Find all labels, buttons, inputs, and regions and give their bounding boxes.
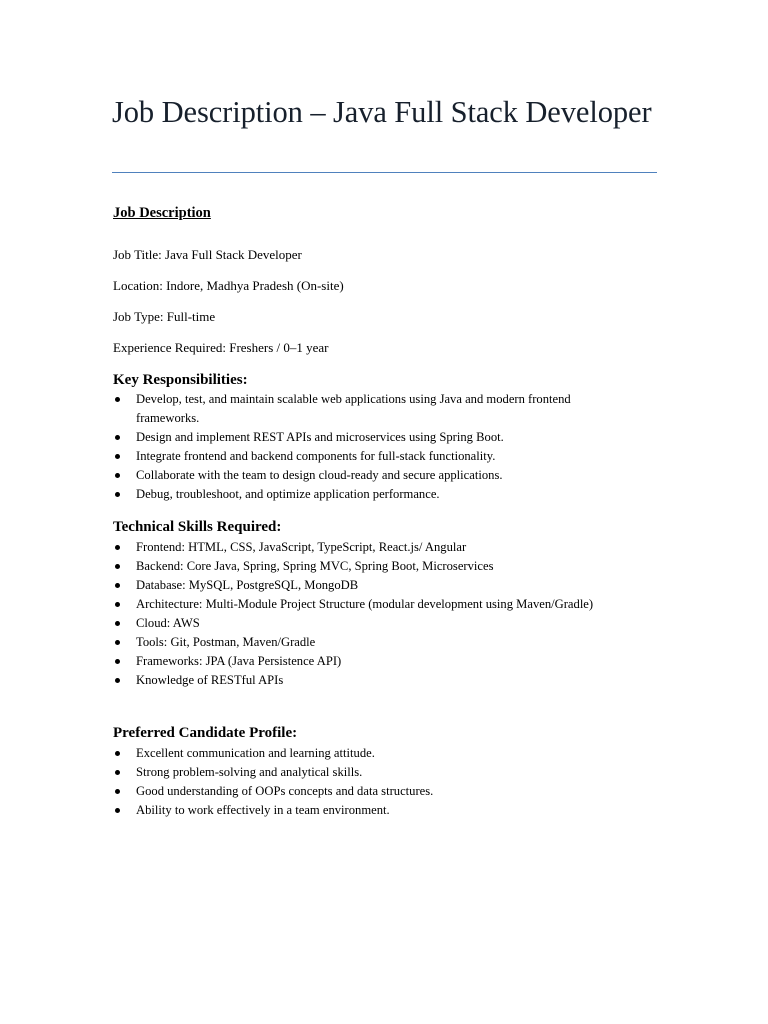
list-item-text: Knowledge of RESTful APIs	[136, 673, 284, 687]
title-divider	[112, 172, 657, 173]
heading-technical-skills: Technical Skills Required:	[113, 519, 282, 535]
list-item-text: Integrate frontend and backend components for full-stack functionality.	[136, 449, 496, 463]
list-item-text: Design and implement REST APIs and microservices using Spring Boot.	[136, 430, 504, 444]
bullet-icon	[115, 397, 120, 402]
bullet-icon	[115, 770, 120, 775]
responsibilities-list	[113, 390, 633, 504]
bullet-icon	[115, 583, 120, 588]
profile-list	[113, 744, 633, 820]
list-item-text: Good understanding of OOPs concepts and data structures.	[136, 784, 434, 798]
heading-key-responsibilities: Key Responsibilities:	[113, 372, 248, 388]
field-location: Location: Indore, Madhya Pradesh (On-site)	[113, 278, 344, 293]
list-item	[113, 744, 633, 763]
list-item	[113, 466, 633, 485]
list-item-text: Database: MySQL, PostgreSQL, MongoDB	[136, 578, 359, 592]
bullet-icon	[115, 659, 120, 664]
list-item-text: Frameworks: JPA (Java Persistence API)	[136, 654, 342, 668]
field-job-title: Job Title: Java Full Stack Developer	[113, 247, 302, 262]
list-item-text: Strong problem-solving and analytical skills.	[136, 765, 363, 779]
document-title: Job Description – Java Full Stack Developer	[112, 95, 652, 129]
list-item-text: Develop, test, and maintain scalable web applications using Java and modern frontend frameworks.	[136, 392, 571, 425]
list-item-text: Cloud: AWS	[136, 616, 200, 630]
bullet-icon	[115, 751, 120, 756]
list-item	[113, 576, 633, 595]
list-item	[113, 652, 633, 671]
bullet-icon	[115, 602, 120, 607]
field-experience: Experience Required: Freshers / 0–1 year	[113, 340, 329, 355]
bullet-icon	[115, 678, 120, 683]
list-item-text: Debug, troubleshoot, and optimize application performance.	[136, 487, 440, 501]
list-item	[113, 595, 633, 614]
list-item	[113, 671, 633, 690]
list-item	[113, 390, 633, 428]
bullet-icon	[115, 492, 120, 497]
bullet-icon	[115, 789, 120, 794]
bullet-icon	[115, 621, 120, 626]
list-item	[113, 633, 633, 652]
bullet-icon	[115, 564, 120, 569]
bullet-icon	[115, 640, 120, 645]
bullet-icon	[115, 808, 120, 813]
list-item	[113, 614, 633, 633]
section-heading-job-description: Job Description	[113, 205, 211, 221]
field-job-type: Job Type: Full-time	[113, 309, 216, 324]
list-item-text: Backend: Core Java, Spring, Spring MVC, Spring Boot, Microservices	[136, 559, 494, 573]
bullet-icon	[115, 473, 120, 478]
list-item-text: Frontend: HTML, CSS, JavaScript, TypeScript, React.js/ Angular	[136, 540, 467, 554]
list-item	[113, 557, 633, 576]
list-item-text: Tools: Git, Postman, Maven/Gradle	[136, 635, 316, 649]
list-item	[113, 801, 633, 820]
skills-list	[113, 538, 633, 690]
list-item	[113, 428, 633, 447]
list-item-text: Ability to work effectively in a team environment.	[136, 803, 390, 817]
list-item	[113, 485, 633, 504]
list-item	[113, 763, 633, 782]
bullet-icon	[115, 545, 120, 550]
list-item	[113, 538, 633, 557]
bullet-icon	[115, 454, 120, 459]
list-item-text: Collaborate with the team to design cloud-ready and secure applications.	[136, 468, 503, 482]
list-item-text: Excellent communication and learning attitude.	[136, 746, 375, 760]
list-item	[113, 447, 633, 466]
bullet-icon	[115, 435, 120, 440]
list-item	[113, 782, 633, 801]
heading-preferred-profile: Preferred Candidate Profile:	[113, 725, 298, 741]
list-item-text: Architecture: Multi-Module Project Structure (modular development using Maven/Gradle)	[136, 597, 594, 611]
